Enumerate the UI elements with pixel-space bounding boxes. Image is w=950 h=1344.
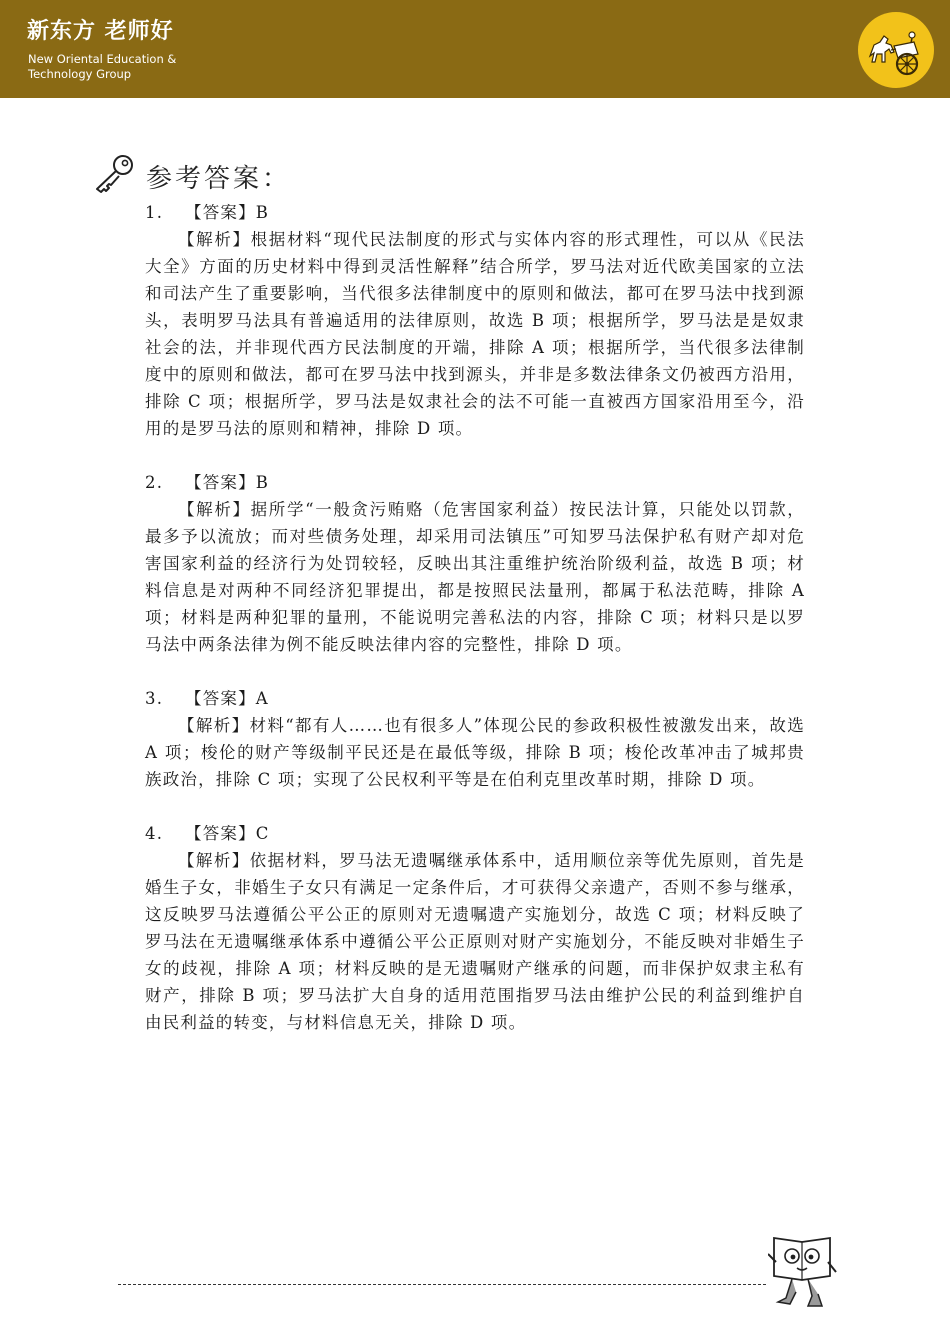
footer-dashed-divider: [118, 1284, 766, 1285]
answer-line: [145, 820, 805, 847]
brand-en-line-1: New Oriental Education &: [28, 52, 177, 66]
explanation-text: 【解析】根据材料“现代民法制度的形式与实体内容的形式理性，可以从《民法大全》方面的历史材料中得到灵活性解释”结合所学，罗马法对近代欧美国家的立法和司法产生了重要影响，当代很多法律制度中的原则和做法，都可在罗马法中找到源头，表明罗马法具有普遍适用的法律原则，故选 B 项；根据所学，罗马法是是奴隶社会的法，并非现代西方民法制度的开端，排除 A 项；根据所学，当代很多法律制度中的原则和做法，都可在罗马法中找到源头，并非是多数法律条文仍被西方沿用，排除 C 项；根据所学，罗马法是奴隶社会的法不可能一直被西方国家沿用至今，沿用的是罗马法的原则和精神，排除 D 项。: [145, 230, 805, 438]
answer-value: 【答案】A: [185, 689, 269, 708]
question-number: 1.: [145, 203, 164, 222]
question-number: 2.: [145, 473, 164, 492]
answer-item-1: [145, 199, 805, 442]
question-number: 3.: [145, 689, 164, 708]
key-icon: [92, 152, 138, 194]
brand-en-line-2: Technology Group: [28, 67, 132, 81]
brand-name-en: [28, 52, 228, 82]
question-number: 4.: [145, 824, 164, 843]
answer-item-4: [145, 820, 805, 1036]
answer-value: 【答案】C: [185, 824, 270, 843]
explanation-text: 【解析】据所学“一般贪污贿赂（危害国家利益）按民法计算，只能处以罚款，最多予以流放；而对些债务处理，却采用司法镇压”可知罗马法保护私有财产却对危害国家利益的经济行为处罚较轻，反映出其注重维护统治阶级利益，故选 B 项；材料信息是对两种不同经济犯罪提出，都是按照民法量刑，都属于私法范畴，排除 A 项；材料是两种犯罪的量刑，不能说明完善私法的内容，排除 C 项；材料只是以罗马法中两条法律为例不能反映法律内容的完整性，排除 D 项。: [145, 500, 805, 654]
book-mascot-icon: [768, 1232, 838, 1314]
answer-item-2: [145, 469, 805, 658]
carriage-logo-icon: [858, 12, 934, 88]
explanation-text: 【解析】依据材料，罗马法无遗嘱继承体系中，适用顺位亲等优先原则，首先是婚生子女，非婚生子女只有满足一定条件后，才可获得父亲遗产，否则不参与继承，这反映罗马法遵循公平公正的原则对无遗嘱遗产实施划分，故选 C 项；材料反映了罗马法在无遗嘱继承体系中遵循公平公正原则对财产实施划分，不能反映对非婚生子女的歧视，排除 A 项；材料反映的是无遗嘱财产继承的问题，而非保护奴隶主私有财产，排除 B 项；罗马法扩大自身的适用范围指罗马法由维护公民的利益到维护自由民利益的转变，与材料信息无关，排除 D 项。: [145, 851, 805, 1032]
answer-value: 【答案】B: [185, 473, 270, 492]
brand-name-cn: 新东方 老师好: [27, 19, 174, 44]
section-title: 参考答案：: [146, 164, 292, 194]
answer-line: [145, 685, 805, 712]
answer-value: 【答案】B: [185, 203, 270, 222]
answer-list: [145, 199, 805, 1063]
answer-line: [145, 199, 805, 226]
explanation-text: 【解析】材料“都有人……也有很多人”体现公民的参政积极性被激发出来，故选 A 项；梭伦的财产等级制平民还是在最低等级，排除 B 项；梭伦改革冲击了城邦贵族政治，排除 C 项；实现了公民权利平等是在伯利克里改革时期，排除 D 项。: [145, 716, 805, 789]
header-bar: [0, 0, 950, 98]
answer-item-3: [145, 685, 805, 793]
answer-line: [145, 469, 805, 496]
